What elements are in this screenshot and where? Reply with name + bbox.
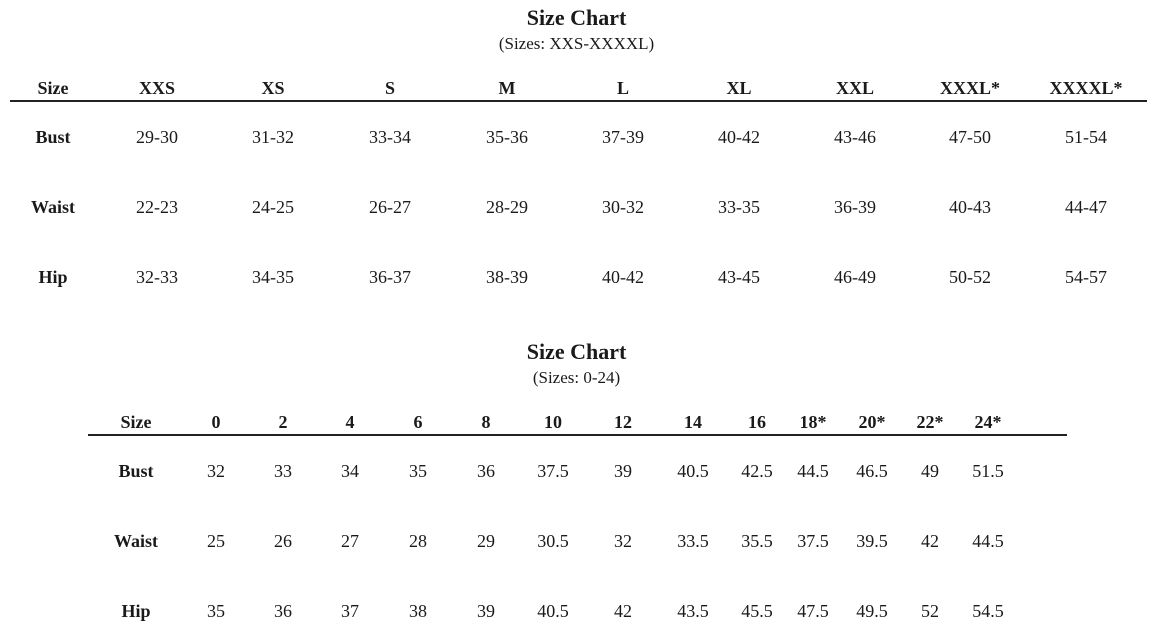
table-cell: 42.5 [741,461,773,481]
table-cell: 31-32 [252,127,294,147]
table-cell: 44-47 [1065,197,1107,217]
table-cell: 29-30 [136,127,178,147]
column-header: 18* [799,412,827,432]
size-chart-2-header-rule [88,434,1067,436]
table-cell: 40.5 [677,461,709,481]
column-header: 10 [544,412,562,432]
table-cell: 37 [341,601,359,621]
table-cell: 38 [409,601,427,621]
table-cell: 33 [274,461,292,481]
table-cell: 40.5 [537,601,569,621]
table-cell: 36 [274,601,292,621]
table-cell: 36 [477,461,495,481]
size-chart-2-title: Size Chart [526,339,627,364]
table-cell: 33.5 [677,531,709,551]
column-header: XS [261,78,285,98]
column-header: 2 [278,412,288,432]
column-header: 22* [916,412,944,432]
column-header: S [384,78,395,98]
table-cell: 39 [614,461,632,481]
table-cell: 40-42 [718,127,760,147]
table-cell: 42 [921,531,939,551]
table-cell: 35 [207,601,225,621]
column-header: XXL [835,78,874,98]
table-cell: 37.5 [797,531,829,551]
table-cell: 42 [614,601,632,621]
column-header: XXS [138,78,175,98]
table-cell: 40-42 [602,267,644,287]
table-cell: 49.5 [856,601,888,621]
column-header: 0 [211,412,221,432]
column-header: 20* [858,412,886,432]
table-cell: 47-50 [949,127,991,147]
table-cell: 25 [207,531,225,551]
column-header: XL [726,78,752,98]
table-cell: 26 [274,531,292,551]
table-cell: 37-39 [602,127,644,147]
row-label: Hip [38,267,68,287]
table-cell: 28 [409,531,427,551]
column-header: 4 [345,412,355,432]
table-cell: 51.5 [972,461,1004,481]
column-header: 6 [413,412,423,432]
column-header: XXXL* [939,78,1000,98]
table-cell: 26-27 [369,197,411,217]
table-cell: 51-54 [1065,127,1107,147]
table-cell: 43-45 [718,267,760,287]
table-cell: 30.5 [537,531,569,551]
row-label: Hip [121,601,151,621]
table-cell: 43-46 [834,127,876,147]
table-cell: 50-52 [949,267,991,287]
table-cell: 29 [477,531,495,551]
table-cell: 54-57 [1065,267,1107,287]
table-cell: 39 [477,601,495,621]
column-header: 12 [614,412,632,432]
table-cell: 32-33 [136,267,178,287]
table-cell: 35-36 [486,127,528,147]
table-cell: 35.5 [741,531,773,551]
size-chart-1-header-rule [10,100,1147,102]
table-cell: 49 [921,461,939,481]
table-cell: 35 [409,461,427,481]
row-label: Waist [30,197,75,217]
column-header: M [498,78,516,98]
table-cell: 32 [207,461,225,481]
table-cell: 39.5 [856,531,888,551]
table-cell: 33-34 [369,127,411,147]
table-cell: 47.5 [797,601,829,621]
table-cell: 24-25 [252,197,294,217]
table-cell: 40-43 [949,197,991,217]
table-cell: 44.5 [797,461,829,481]
table-cell: 32 [614,531,632,551]
size-chart-1-title: Size Chart [526,5,627,30]
table-cell: 37.5 [537,461,569,481]
column-header-size: Size [37,78,69,98]
table-cell: 46-49 [834,267,876,287]
table-cell: 33-35 [718,197,760,217]
column-header: 14 [684,412,702,432]
size-chart-2-subtitle: (Sizes: 0-24) [532,368,621,387]
row-label: Bust [118,461,154,481]
column-header: 24* [974,412,1002,432]
table-cell: 46.5 [856,461,888,481]
column-header-size: Size [120,412,152,432]
table-cell: 54.5 [972,601,1004,621]
table-cell: 27 [341,531,359,551]
table-cell: 43.5 [677,601,709,621]
table-cell: 45.5 [741,601,773,621]
row-label: Waist [113,531,158,551]
table-cell: 34-35 [252,267,294,287]
table-cell: 44.5 [972,531,1004,551]
table-cell: 36-37 [369,267,411,287]
table-cell: 22-23 [136,197,178,217]
table-cell: 38-39 [486,267,528,287]
column-header: L [616,78,629,98]
column-header: XXXXL* [1049,78,1123,98]
table-cell: 34 [341,461,359,481]
size-chart-1-subtitle: (Sizes: XXS-XXXXL) [498,34,655,53]
table-cell: 36-39 [834,197,876,217]
table-cell: 30-32 [602,197,644,217]
column-header: 8 [481,412,491,432]
table-cell: 52 [921,601,939,621]
table-cell: 28-29 [486,197,528,217]
column-header: 16 [748,412,766,432]
row-label: Bust [35,127,71,147]
